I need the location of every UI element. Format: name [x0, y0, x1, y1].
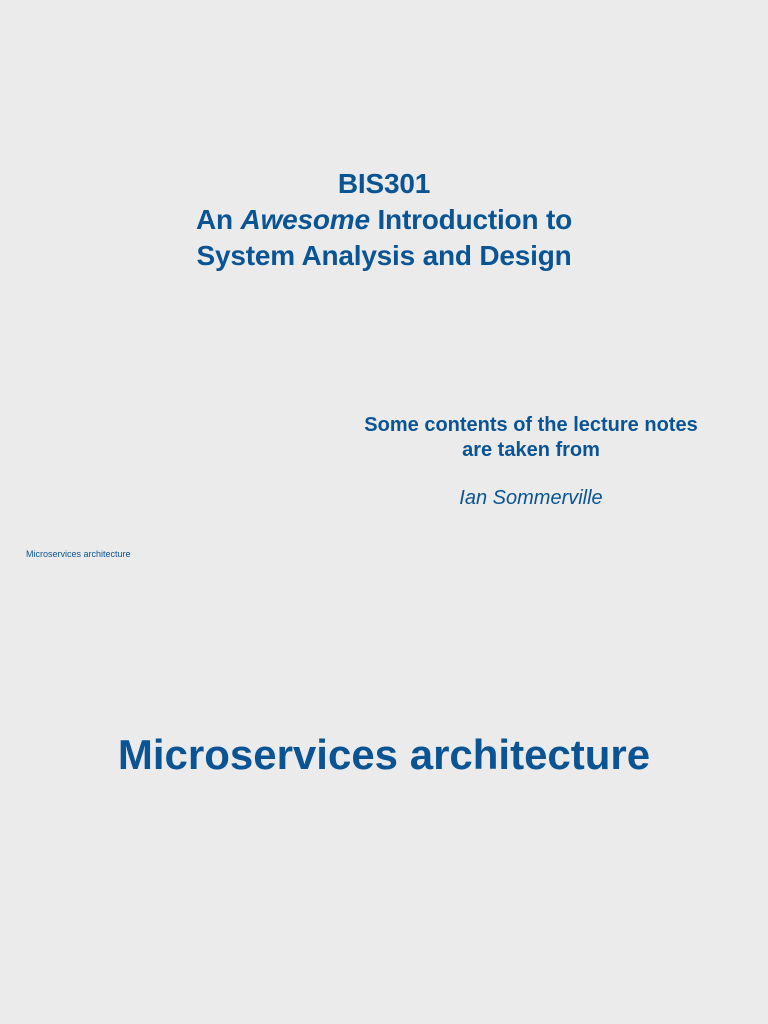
credits-note: [322, 413, 740, 463]
title-emphasis: Awesome: [240, 204, 370, 235]
title-prefix: An: [196, 204, 233, 235]
footer-label: Microservices architecture: [26, 549, 131, 559]
course-code: BIS301: [337, 168, 431, 199]
course-title-line-3: System Analysis and Design: [196, 240, 572, 271]
course-title-line-2: [0, 202, 768, 238]
title-suffix: Introduction to: [377, 204, 572, 235]
credits-line-2: are taken from: [462, 439, 600, 461]
course-title: [0, 166, 768, 274]
credits-line-1: Some contents of the lecture notes: [364, 414, 698, 436]
credits-author: Ian Sommerville: [459, 487, 603, 509]
slide-title: Microservices architecture: [117, 731, 651, 778]
credits-block: [322, 413, 740, 511]
